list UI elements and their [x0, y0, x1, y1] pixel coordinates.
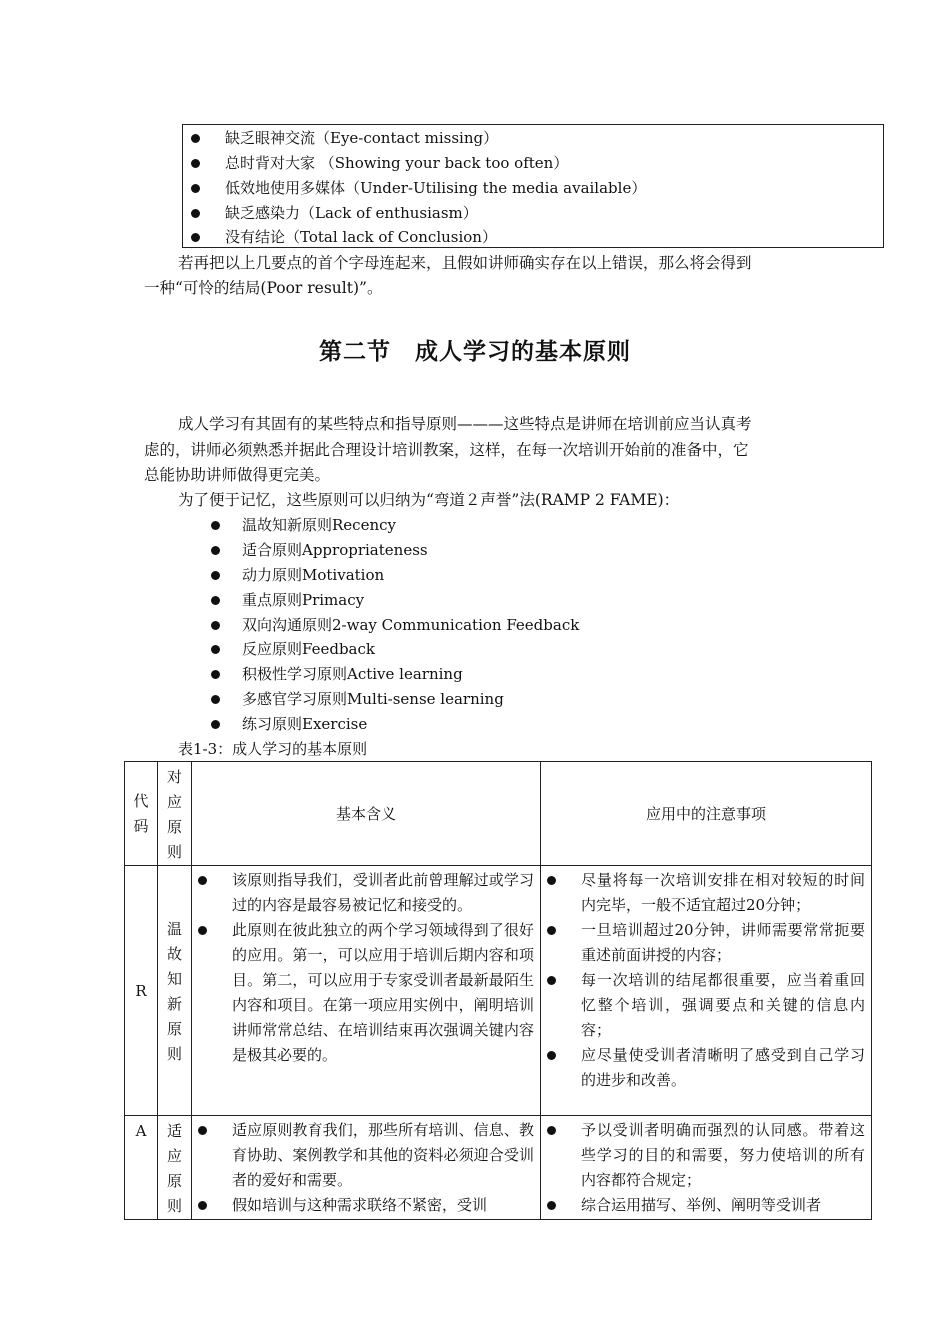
vertical-char: 对	[166, 768, 182, 786]
header-code	[125, 762, 158, 866]
bullet-icon	[547, 926, 556, 935]
bullet-icon	[211, 670, 220, 679]
vertical-char: 知	[166, 970, 182, 988]
bullet-icon	[198, 1126, 207, 1135]
vertical-char: 码	[133, 816, 149, 835]
bullet-icon	[211, 571, 220, 580]
row-notes	[541, 1116, 872, 1220]
list-item: 反应原则Feedback	[211, 637, 375, 662]
bullet-icon	[191, 209, 200, 218]
table-caption: 表1-3：成人学习的基本原则	[178, 740, 368, 758]
bullet-icon	[211, 521, 220, 530]
list-item: 动力原则Motivation	[211, 563, 384, 588]
table-row	[125, 1116, 872, 1220]
section-heading: 第二节 成人学习的基本原则	[319, 339, 631, 365]
vertical-char: 则	[166, 843, 182, 861]
bullet-icon	[198, 926, 207, 935]
vertical-char: 应	[166, 1147, 182, 1165]
list-item: 假如培训与这种需求联络不紧密，受训	[198, 1193, 534, 1218]
bullet-icon	[211, 695, 220, 704]
list-item: 重点原则Primacy	[211, 588, 364, 613]
bullet-icon	[211, 621, 220, 630]
list-item: 总时背对大家 （Showing your back too often）	[191, 151, 568, 176]
intro-line-1: 成人学习有其固有的某些特点和指导原则———这些特点是讲师在培训前应当认真考	[178, 415, 752, 433]
header-notes: 应用中的注意事项	[541, 762, 872, 866]
row-meaning	[192, 866, 541, 1116]
list-item: 缺乏感染力（Lack of enthusiasm）	[191, 201, 478, 226]
vertical-char: 则	[166, 1045, 182, 1063]
bullet-icon	[191, 159, 200, 168]
intro-line-3: 总能协助讲师做得更完美。	[144, 466, 331, 484]
bullet-icon	[547, 1051, 556, 1060]
row-code: R	[125, 866, 158, 1116]
vertical-char: 新	[166, 995, 182, 1013]
bullet-icon	[547, 1126, 556, 1135]
bullet-icon	[191, 233, 200, 242]
bullet-icon	[198, 876, 207, 885]
list-item: 适应原则教育我们，那些所有培训、信息、教育协助、案例教学和其他的资料必须迎合受训者的爱好和需要。	[198, 1118, 534, 1193]
intro-line-2: 虑的，讲师必须熟悉并据此合理设计培训教案，这样，在每一次培训开始前的准备中，它	[144, 441, 749, 459]
row-principle	[158, 866, 192, 1116]
vertical-char: 则	[166, 1197, 182, 1215]
vertical-char: 原	[166, 1172, 182, 1190]
row-notes	[541, 866, 872, 1116]
list-item: 积极性学习原则Active learning	[211, 662, 463, 687]
bullet-icon	[191, 134, 200, 143]
bullet-icon	[547, 976, 556, 985]
list-item: 一旦培训超过20分钟，讲师需要常常扼要重述前面讲授的内容；	[547, 918, 865, 968]
bullet-icon	[547, 1201, 556, 1210]
list-item: 多感官学习原则Multi-sense learning	[211, 687, 504, 712]
list-item: 每一次培训的结尾都很重要，应当着重回忆整个培训，强调要点和关键的信息内容；	[547, 968, 865, 1043]
list-item: 综合运用描写、举例、阐明等受训者	[547, 1193, 865, 1218]
table-row	[125, 866, 872, 1116]
vertical-char: 应	[166, 793, 182, 811]
bullet-icon	[191, 184, 200, 193]
vertical-char: 温	[166, 920, 182, 938]
row-code: A	[125, 1116, 158, 1220]
list-item: 此原则在彼此独立的两个学习领域得到了很好的应用。第一，可以应用于培训后期内容和项目。第二，可以应用于专家受训者最新最陌生内容和项目。在第一项应用实例中，阐明培训讲师常常总结、在培训结束再次强调关键内容是极其必要的。	[198, 918, 534, 1068]
boxed-list	[182, 124, 884, 248]
vertical-char: 原	[166, 1020, 182, 1038]
vertical-char: 故	[166, 945, 182, 963]
list-item: 该原则指导我们，受训者此前曾理解过或学习过的内容是最容易被记忆和接受的。	[198, 868, 534, 918]
list-item: 练习原则Exercise	[211, 712, 367, 737]
bullet-icon	[211, 645, 220, 654]
bullet-icon	[198, 1201, 207, 1210]
row-meaning	[192, 1116, 541, 1220]
list-item: 双向沟通原则2-way Communication Feedback	[211, 613, 579, 638]
list-item: 低效地使用多媒体（Under-Utilising the media available）	[191, 176, 646, 201]
list-item: 予以受训者明确而强烈的认同感。带着这些学习的目的和需要，努力使培训的所有内容都符合规定；	[547, 1118, 865, 1193]
table-header-row	[125, 762, 872, 866]
list-item: 没有结论（Total lack of Conclusion）	[191, 225, 497, 250]
header-principle	[158, 762, 192, 866]
bullet-icon	[547, 876, 556, 885]
paragraph-poor-line-1: 若再把以上几要点的首个字母连起来，且假如讲师确实存在以上错误，那么将会得到	[178, 254, 752, 272]
paragraph-poor-line-2: 一种“可怜的结局(Poor result)”。	[144, 279, 383, 297]
list-item: 缺乏眼神交流（Eye-contact missing）	[191, 126, 498, 151]
bullet-icon	[211, 720, 220, 729]
vertical-char: 适	[166, 1122, 182, 1140]
ramp-intro: 为了便于记忆，这些原则可以归纳为“弯道２声誉”法(RAMP 2 FAME)：	[178, 491, 680, 509]
list-item: 适合原则Appropriateness	[211, 538, 428, 563]
list-item: 温故知新原则Recency	[211, 513, 396, 538]
header-meaning: 基本含义	[192, 762, 541, 866]
list-item: 尽量将每一次培训安排在相对较短的时间内完毕，一般不适宜超过20分钟；	[547, 868, 865, 918]
bullet-icon	[211, 546, 220, 555]
vertical-char: 代	[133, 791, 149, 810]
list-item: 应尽量使受训者清晰明了感受到自己学习的进步和改善。	[547, 1043, 865, 1093]
principles-table	[124, 761, 872, 1220]
row-principle	[158, 1116, 192, 1220]
bullet-icon	[211, 596, 220, 605]
vertical-char: 原	[166, 818, 182, 836]
